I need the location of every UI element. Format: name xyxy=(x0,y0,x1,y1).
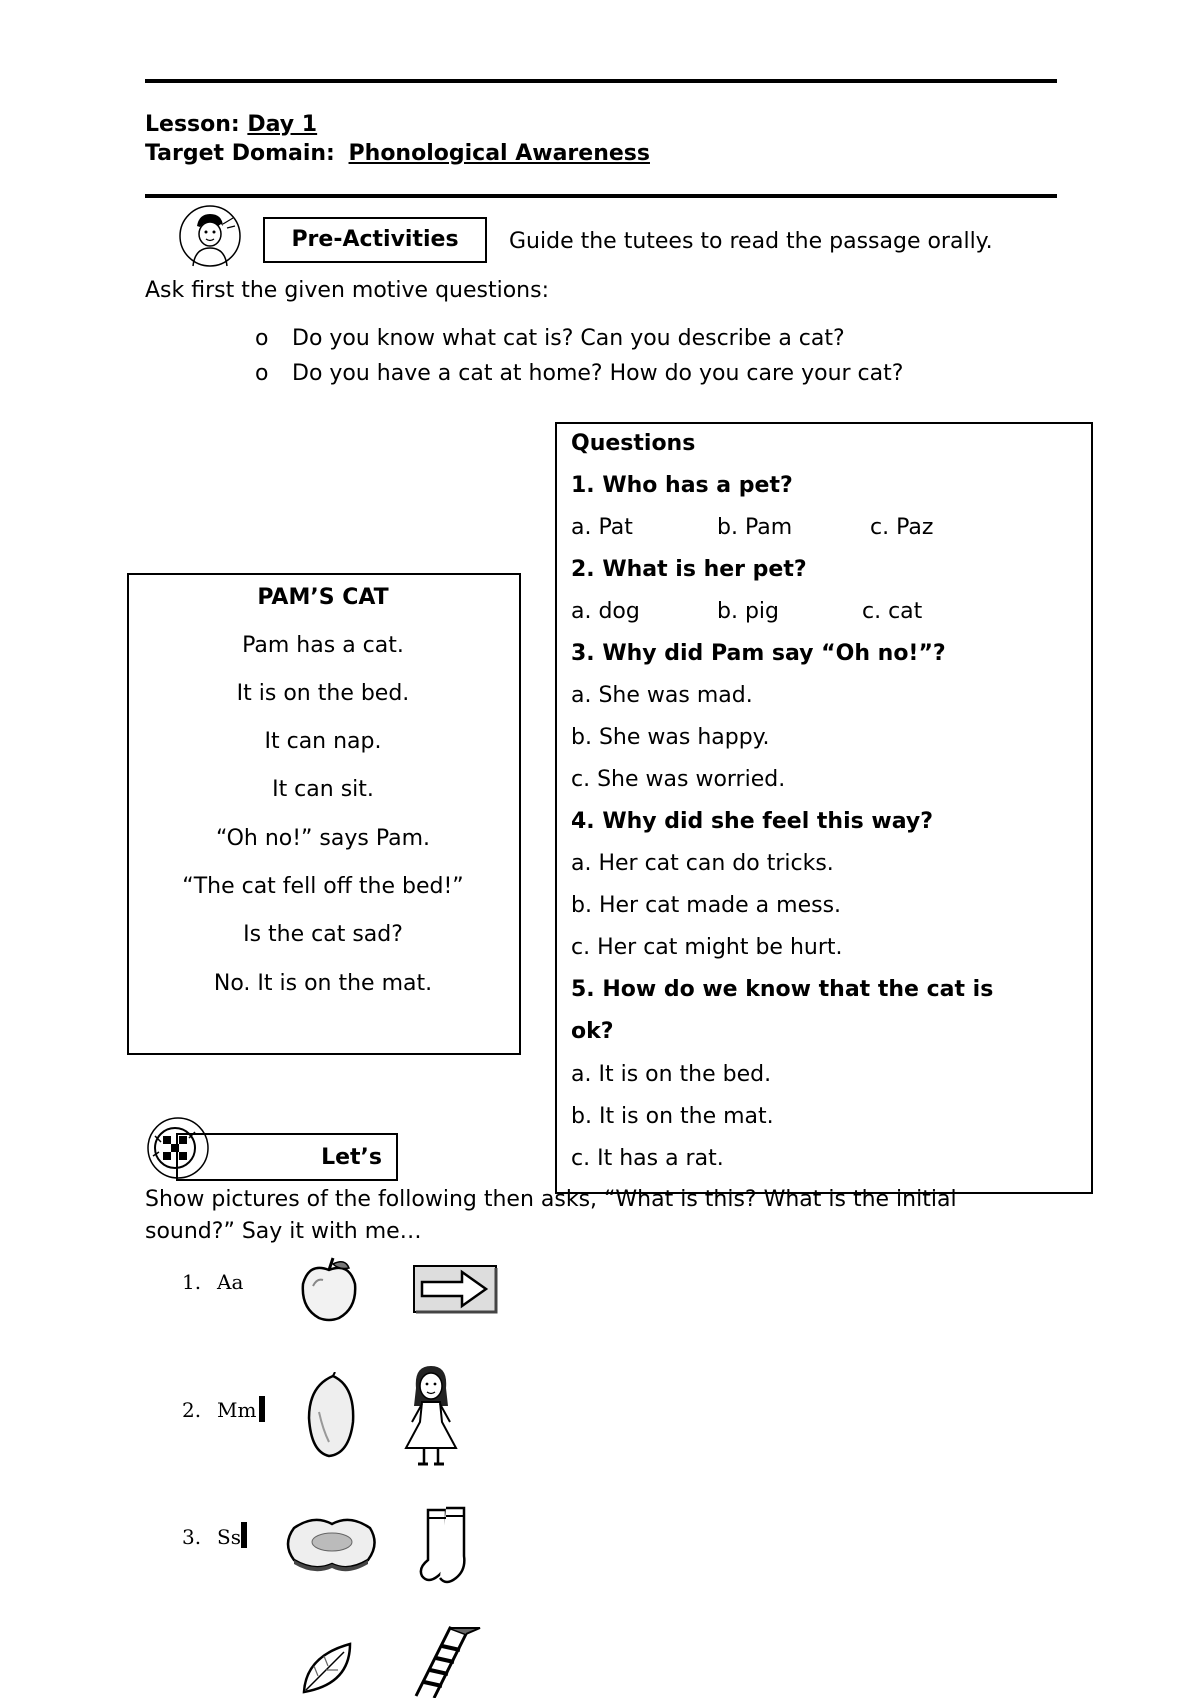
target-domain-label: Target Domain: xyxy=(145,141,335,166)
question-3: 3. Why did Pam say “Oh no!”? xyxy=(571,641,946,666)
question-5-choice-b: b. It is on the mat. xyxy=(571,1104,774,1129)
lesson-label: Lesson: xyxy=(145,112,240,137)
question-5-choice-a: a. It is on the bed. xyxy=(571,1062,772,1087)
lesson-value: Day 1 xyxy=(247,112,318,137)
item-letters: Aa xyxy=(217,1270,244,1294)
question-4-choice-c: c. Her cat might be hurt. xyxy=(571,935,843,960)
question-2-choice-a: a. dog xyxy=(571,599,640,624)
arrow-picture xyxy=(412,1262,498,1316)
story-line: Is the cat sad? xyxy=(243,922,403,947)
mango-picture xyxy=(305,1372,357,1458)
socks-picture xyxy=(418,1506,476,1586)
item-number: 3. xyxy=(182,1525,202,1549)
boy-icon xyxy=(177,204,243,268)
question-1-choice-b: b. Pam xyxy=(717,515,793,540)
top-divider xyxy=(145,79,1057,83)
item-number: 2. xyxy=(182,1398,202,1422)
pre-activities-instruction: Guide the tutees to read the passage orally. xyxy=(509,229,993,254)
girl-picture xyxy=(398,1362,464,1470)
lesson-line xyxy=(145,112,317,137)
question-1: 1. Who has a pet? xyxy=(571,473,793,498)
story-line: It is on the bed. xyxy=(236,681,410,706)
target-domain-value: Phonological Awareness xyxy=(348,141,650,166)
bullet-mark-1: o xyxy=(255,326,269,351)
pre-activities-title-box xyxy=(263,217,487,263)
question-3-choice-b: b. She was happy. xyxy=(571,725,770,750)
story-line: It can nap. xyxy=(264,729,382,754)
motive-question-2: Do you have a cat at home? How do you care your cat? xyxy=(292,361,904,386)
leaf-picture xyxy=(300,1640,354,1698)
header-divider xyxy=(145,194,1057,198)
story-line: “The cat fell off the bed!” xyxy=(182,874,464,899)
question-3-choice-a: a. She was mad. xyxy=(571,683,753,708)
question-1-choice-a: a. Pat xyxy=(571,515,633,540)
question-2-choice-c: c. cat xyxy=(862,599,923,624)
story-line: Pam has a cat. xyxy=(242,633,404,658)
text-cursor xyxy=(241,1522,247,1548)
question-4-choice-b: b. Her cat made a mess. xyxy=(571,893,842,918)
question-4: 4. Why did she feel this way? xyxy=(571,809,933,834)
questions-title: Questions xyxy=(571,431,696,456)
text-cursor xyxy=(259,1396,265,1422)
item-number: 1. xyxy=(182,1270,202,1294)
ladder-picture xyxy=(410,1626,486,1698)
story-line: No. It is on the mat. xyxy=(213,971,433,996)
question-2: 2. What is her pet? xyxy=(571,557,807,582)
question-1-choice-c: c. Paz xyxy=(870,515,934,540)
motive-questions-intro: Ask first the given motive questions: xyxy=(145,278,549,303)
question-4-choice-a: a. Her cat can do tricks. xyxy=(571,851,834,876)
story-line: “Oh no!” says Pam. xyxy=(215,826,431,851)
lets-instruction-line-1: Show pictures of the following then asks, “What is this? What is the initial xyxy=(145,1187,957,1212)
question-5-line-1: 5. How do we know that the cat is xyxy=(571,977,994,1002)
lets-instruction-line-2: sound?” Say it with me… xyxy=(145,1219,422,1244)
lets-title-box xyxy=(176,1133,398,1181)
bullet-mark-2: o xyxy=(255,361,269,386)
question-5-line-2: ok? xyxy=(571,1019,614,1044)
lets-title: Let’s xyxy=(321,1145,382,1170)
soap-picture xyxy=(284,1514,378,1574)
question-5-choice-c: c. It has a rat. xyxy=(571,1146,724,1171)
pre-activities-title: Pre-Activities xyxy=(291,227,459,252)
target-domain-line xyxy=(145,141,650,166)
apple-picture xyxy=(295,1256,363,1322)
motive-question-1: Do you know what cat is? Can you describe a cat? xyxy=(292,326,845,351)
item-letters: Ss xyxy=(217,1525,241,1549)
question-2-choice-b: b. pig xyxy=(717,599,779,624)
item-letters: Mm xyxy=(217,1398,257,1422)
story-title: PAM’S CAT xyxy=(257,585,389,610)
question-3-choice-c: c. She was worried. xyxy=(571,767,786,792)
story-line: It can sit. xyxy=(272,777,374,802)
